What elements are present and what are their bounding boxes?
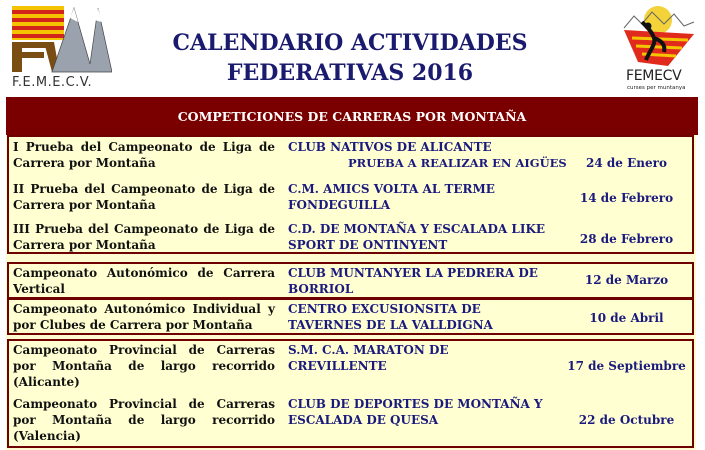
club-name: S.M. C.A. MARATON DE CREVILLENTE <box>288 343 449 373</box>
competition-name: I Prueba del Campeonato de Liga de Carrera por Montaña <box>13 140 275 170</box>
logo-right-name: FEMECV <box>626 68 682 84</box>
competition-name: Campeonato Autonómico de Carrera Vertical <box>13 266 275 296</box>
event-date: 12 de Marzo <box>584 273 669 287</box>
title-line-1: CALENDARIO ACTIVIDADES <box>172 30 528 56</box>
competition-name: Campeonato Provincial de Carreras por Montaña de largo recorrido (Alicante) <box>13 343 275 389</box>
club-name: CENTRO EXCUSIONSITA DE TAVERNES DE LA VALLDIGNA <box>288 302 493 332</box>
section-banner: COMPETICIONES DE CARRERAS POR MONTAÑA <box>6 97 698 135</box>
club-name-text: CLUB NATIVOS DE ALICANTE <box>288 140 492 154</box>
logo-left-text: F.E.M.E.C.V. <box>12 75 93 90</box>
club-note: PRUEBA A REALIZAR EN AIGÜES <box>348 156 567 170</box>
event-date: 17 de Septiembre <box>567 359 686 373</box>
title-line-2: FEDERATIVAS 2016 <box>226 60 474 86</box>
competition-name: III Prueba del Campeonato de Liga de Carrera por Montaña <box>13 222 275 252</box>
event-group-provincial <box>7 339 694 448</box>
event-group-autonomico <box>7 298 694 335</box>
competition-name: Campeonato Provincial de Carreras por Montaña de largo recorrido (Valencia) <box>13 397 275 443</box>
club-name: C.D. DE MONTAÑA Y ESCALADA LIKE SPORT DE ONTINYENT <box>288 222 546 252</box>
event-date: 24 de Enero <box>586 156 667 170</box>
club-name <box>288 139 568 171</box>
competition-name: II Prueba del Campeonato de Liga de Carrera por Montaña <box>13 182 275 212</box>
event-group-league <box>7 135 694 254</box>
femecv-curses-logo-icon <box>618 4 698 66</box>
club-name: C.M. AMICS VOLTA AL TERME FONDEGUILLA <box>288 182 495 212</box>
event-date: 22 de Octubre <box>578 413 675 427</box>
page-title <box>140 28 560 88</box>
logo-right-subtitle: curses per muntanya <box>627 85 686 91</box>
event-date: 28 de Febrero <box>579 232 674 246</box>
event-date: 14 de Febrero <box>579 191 674 205</box>
club-name: CLUB DE DEPORTES DE MONTAÑA Y ESCALADA DE QUESA <box>288 397 543 427</box>
event-group-vertical <box>7 262 694 299</box>
competition-name: Campeonato Autonómico Individual y por Clubes de Carrera por Montaña <box>13 302 275 332</box>
event-date: 10 de Abril <box>589 311 664 325</box>
club-name: CLUB MUNTANYER LA PEDRERA DE BORRIOL <box>288 266 538 296</box>
